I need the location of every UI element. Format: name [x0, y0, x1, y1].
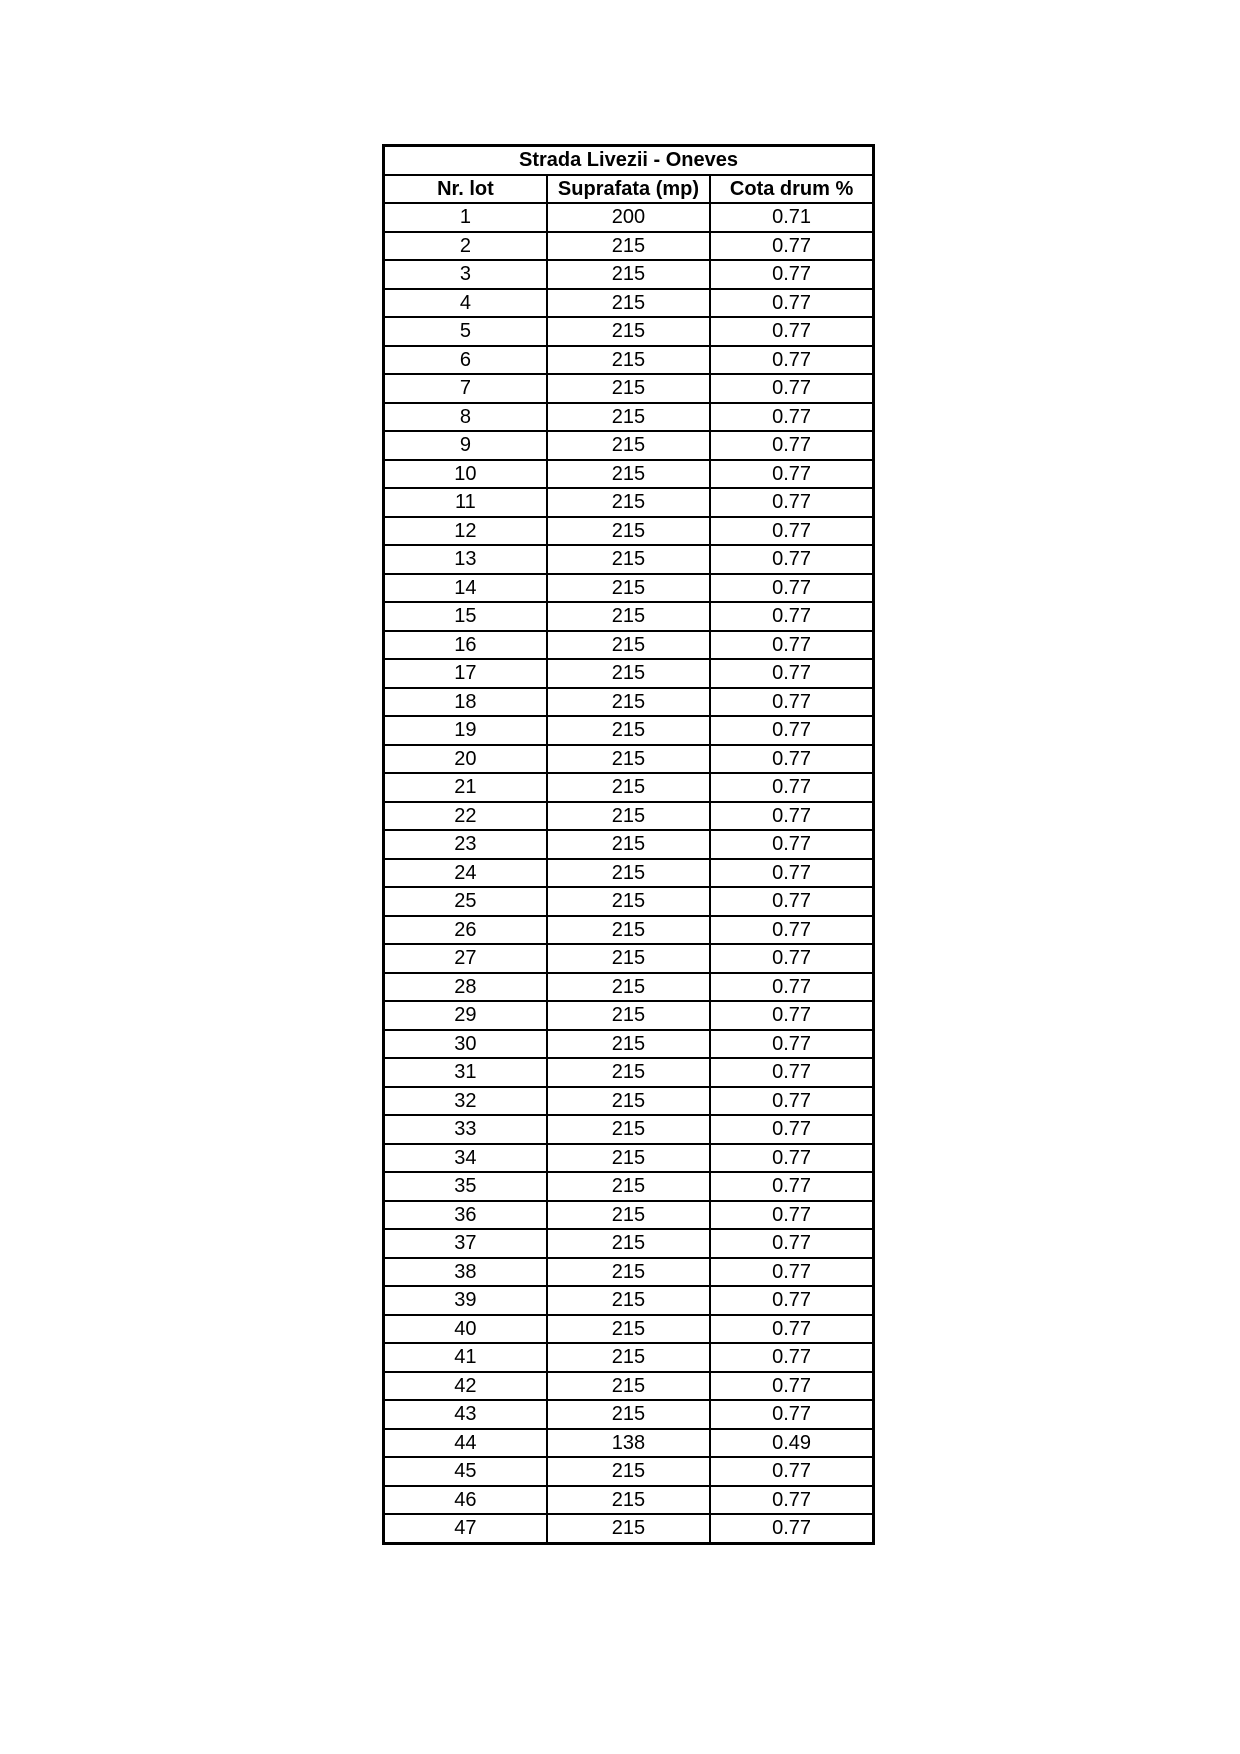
- cell-lot-number: 3: [384, 260, 547, 289]
- cell-road-share: 0.77: [710, 517, 873, 546]
- cell-area: 215: [547, 488, 710, 517]
- cell-road-share: 0.77: [710, 346, 873, 375]
- cell-area: 215: [547, 716, 710, 745]
- cell-road-share: 0.77: [710, 602, 873, 631]
- cell-area: 215: [547, 346, 710, 375]
- cell-area: 215: [547, 1201, 710, 1230]
- cell-road-share: 0.77: [710, 773, 873, 802]
- cell-lot-number: 25: [384, 887, 547, 916]
- cell-road-share: 0.77: [710, 460, 873, 489]
- table-row: [384, 745, 874, 774]
- table-row: [384, 545, 874, 574]
- cell-road-share: 0.77: [710, 1343, 873, 1372]
- cell-area: 215: [547, 859, 710, 888]
- cell-road-share: 0.77: [710, 1229, 873, 1258]
- table-header-row: [384, 175, 874, 204]
- cell-road-share: 0.77: [710, 1457, 873, 1486]
- table-row: [384, 317, 874, 346]
- cell-road-share: 0.77: [710, 1058, 873, 1087]
- table-row: [384, 631, 874, 660]
- cell-lot-number: 14: [384, 574, 547, 603]
- cell-road-share: 0.77: [710, 1001, 873, 1030]
- table-row: [384, 431, 874, 460]
- table-row: [384, 517, 874, 546]
- table-row: [384, 716, 874, 745]
- column-header-area: Suprafata (mp): [547, 175, 710, 204]
- cell-road-share: 0.71: [710, 203, 873, 232]
- cell-road-share: 0.77: [710, 659, 873, 688]
- table-body: [384, 203, 874, 1543]
- column-header-lot-number: Nr. lot: [384, 175, 547, 204]
- table-row: [384, 1372, 874, 1401]
- cell-lot-number: 47: [384, 1514, 547, 1543]
- cell-area: 215: [547, 1258, 710, 1287]
- cell-lot-number: 41: [384, 1343, 547, 1372]
- table-row: [384, 1201, 874, 1230]
- cell-lot-number: 8: [384, 403, 547, 432]
- cell-lot-number: 12: [384, 517, 547, 546]
- cell-lot-number: 33: [384, 1115, 547, 1144]
- cell-area: 215: [547, 802, 710, 831]
- table-row: [384, 1058, 874, 1087]
- cell-area: 215: [547, 1315, 710, 1344]
- cell-area: 215: [547, 1514, 710, 1543]
- table-row: [384, 887, 874, 916]
- cell-road-share: 0.77: [710, 1201, 873, 1230]
- table-row: [384, 830, 874, 859]
- cell-lot-number: 30: [384, 1030, 547, 1059]
- cell-area: 215: [547, 1486, 710, 1515]
- cell-road-share: 0.77: [710, 859, 873, 888]
- cell-lot-number: 28: [384, 973, 547, 1002]
- cell-area: 215: [547, 973, 710, 1002]
- cell-lot-number: 23: [384, 830, 547, 859]
- table-row: [384, 688, 874, 717]
- cell-road-share: 0.77: [710, 403, 873, 432]
- table-title-row: [384, 146, 874, 175]
- cell-lot-number: 26: [384, 916, 547, 945]
- table-row: [384, 944, 874, 973]
- table-row: [384, 374, 874, 403]
- cell-road-share: 0.49: [710, 1429, 873, 1458]
- cell-area: 215: [547, 260, 710, 289]
- cell-road-share: 0.77: [710, 1315, 873, 1344]
- cell-road-share: 0.77: [710, 1087, 873, 1116]
- cell-lot-number: 15: [384, 602, 547, 631]
- cell-area: 215: [547, 1286, 710, 1315]
- cell-lot-number: 16: [384, 631, 547, 660]
- table-row: [384, 403, 874, 432]
- cell-lot-number: 21: [384, 773, 547, 802]
- table-row: [384, 1258, 874, 1287]
- cell-road-share: 0.77: [710, 944, 873, 973]
- cell-area: 215: [547, 1144, 710, 1173]
- table-row: [384, 1315, 874, 1344]
- cell-area: 215: [547, 1172, 710, 1201]
- cell-lot-number: 11: [384, 488, 547, 517]
- cell-area: 215: [547, 374, 710, 403]
- table-row: [384, 1115, 874, 1144]
- cell-lot-number: 43: [384, 1400, 547, 1429]
- cell-road-share: 0.77: [710, 317, 873, 346]
- cell-road-share: 0.77: [710, 802, 873, 831]
- cell-lot-number: 39: [384, 1286, 547, 1315]
- cell-road-share: 0.77: [710, 1486, 873, 1515]
- cell-lot-number: 37: [384, 1229, 547, 1258]
- cell-lot-number: 31: [384, 1058, 547, 1087]
- table-row: [384, 1229, 874, 1258]
- table-row: [384, 1087, 874, 1116]
- cell-area: 215: [547, 659, 710, 688]
- cell-area: 215: [547, 830, 710, 859]
- table-row: [384, 602, 874, 631]
- table-row: [384, 1343, 874, 1372]
- lots-table: [382, 144, 875, 1545]
- column-header-road-share: Cota drum %: [710, 175, 873, 204]
- cell-road-share: 0.77: [710, 1172, 873, 1201]
- cell-road-share: 0.77: [710, 260, 873, 289]
- cell-lot-number: 19: [384, 716, 547, 745]
- cell-area: 215: [547, 289, 710, 318]
- cell-lot-number: 40: [384, 1315, 547, 1344]
- cell-area: 215: [547, 631, 710, 660]
- table-row: [384, 203, 874, 232]
- cell-road-share: 0.77: [710, 1258, 873, 1287]
- cell-lot-number: 2: [384, 232, 547, 261]
- cell-area: 215: [547, 1457, 710, 1486]
- cell-lot-number: 7: [384, 374, 547, 403]
- cell-road-share: 0.77: [710, 431, 873, 460]
- cell-area: 215: [547, 1343, 710, 1372]
- cell-lot-number: 42: [384, 1372, 547, 1401]
- table-row: [384, 1144, 874, 1173]
- cell-road-share: 0.77: [710, 1030, 873, 1059]
- cell-road-share: 0.77: [710, 1144, 873, 1173]
- table-row: [384, 574, 874, 603]
- cell-lot-number: 46: [384, 1486, 547, 1515]
- cell-area: 138: [547, 1429, 710, 1458]
- cell-road-share: 0.77: [710, 916, 873, 945]
- cell-area: 215: [547, 1058, 710, 1087]
- cell-lot-number: 22: [384, 802, 547, 831]
- table-row: [384, 773, 874, 802]
- table-row: [384, 1030, 874, 1059]
- cell-lot-number: 5: [384, 317, 547, 346]
- table-row: [384, 802, 874, 831]
- table-row: [384, 289, 874, 318]
- cell-lot-number: 35: [384, 1172, 547, 1201]
- table-row: [384, 1400, 874, 1429]
- cell-road-share: 0.77: [710, 488, 873, 517]
- cell-road-share: 0.77: [710, 631, 873, 660]
- cell-lot-number: 34: [384, 1144, 547, 1173]
- cell-area: 215: [547, 916, 710, 945]
- cell-area: 215: [547, 1115, 710, 1144]
- cell-area: 215: [547, 431, 710, 460]
- cell-area: 215: [547, 460, 710, 489]
- cell-road-share: 0.77: [710, 574, 873, 603]
- cell-area: 200: [547, 203, 710, 232]
- cell-area: 215: [547, 1001, 710, 1030]
- cell-area: 215: [547, 574, 710, 603]
- cell-area: 215: [547, 545, 710, 574]
- table-row: [384, 1514, 874, 1543]
- cell-area: 215: [547, 1087, 710, 1116]
- cell-road-share: 0.77: [710, 1400, 873, 1429]
- cell-area: 215: [547, 517, 710, 546]
- cell-lot-number: 9: [384, 431, 547, 460]
- cell-lot-number: 29: [384, 1001, 547, 1030]
- cell-road-share: 0.77: [710, 232, 873, 261]
- cell-lot-number: 32: [384, 1087, 547, 1116]
- cell-area: 215: [547, 317, 710, 346]
- table-row: [384, 232, 874, 261]
- table-row: [384, 460, 874, 489]
- cell-road-share: 0.77: [710, 887, 873, 916]
- cell-area: 215: [547, 773, 710, 802]
- cell-road-share: 0.77: [710, 830, 873, 859]
- cell-road-share: 0.77: [710, 1286, 873, 1315]
- cell-lot-number: 45: [384, 1457, 547, 1486]
- table-title: Strada Livezii - Oneves: [384, 146, 874, 175]
- cell-road-share: 0.77: [710, 289, 873, 318]
- cell-road-share: 0.77: [710, 745, 873, 774]
- table-row: [384, 1486, 874, 1515]
- cell-area: 215: [547, 1229, 710, 1258]
- cell-lot-number: 44: [384, 1429, 547, 1458]
- cell-road-share: 0.77: [710, 1514, 873, 1543]
- cell-road-share: 0.77: [710, 1372, 873, 1401]
- cell-lot-number: 6: [384, 346, 547, 375]
- cell-area: 215: [547, 602, 710, 631]
- table-row: [384, 1001, 874, 1030]
- cell-road-share: 0.77: [710, 688, 873, 717]
- cell-lot-number: 18: [384, 688, 547, 717]
- table-row: [384, 1457, 874, 1486]
- cell-area: 215: [547, 1400, 710, 1429]
- cell-area: 215: [547, 745, 710, 774]
- cell-lot-number: 17: [384, 659, 547, 688]
- cell-lot-number: 10: [384, 460, 547, 489]
- cell-lot-number: 38: [384, 1258, 547, 1287]
- cell-lot-number: 1: [384, 203, 547, 232]
- table-row: [384, 1286, 874, 1315]
- cell-lot-number: 27: [384, 944, 547, 973]
- table-row: [384, 659, 874, 688]
- cell-road-share: 0.77: [710, 374, 873, 403]
- cell-area: 215: [547, 688, 710, 717]
- cell-road-share: 0.77: [710, 973, 873, 1002]
- cell-lot-number: 24: [384, 859, 547, 888]
- table-row: [384, 488, 874, 517]
- cell-lot-number: 20: [384, 745, 547, 774]
- table-row: [384, 859, 874, 888]
- cell-road-share: 0.77: [710, 545, 873, 574]
- cell-area: 215: [547, 887, 710, 916]
- table-row: [384, 916, 874, 945]
- cell-lot-number: 13: [384, 545, 547, 574]
- cell-lot-number: 4: [384, 289, 547, 318]
- cell-area: 215: [547, 944, 710, 973]
- table-row: [384, 1429, 874, 1458]
- cell-area: 215: [547, 232, 710, 261]
- cell-area: 215: [547, 1372, 710, 1401]
- table-row: [384, 1172, 874, 1201]
- cell-road-share: 0.77: [710, 716, 873, 745]
- cell-area: 215: [547, 1030, 710, 1059]
- cell-lot-number: 36: [384, 1201, 547, 1230]
- cell-road-share: 0.77: [710, 1115, 873, 1144]
- table-row: [384, 260, 874, 289]
- table-row: [384, 973, 874, 1002]
- cell-area: 215: [547, 403, 710, 432]
- table-row: [384, 346, 874, 375]
